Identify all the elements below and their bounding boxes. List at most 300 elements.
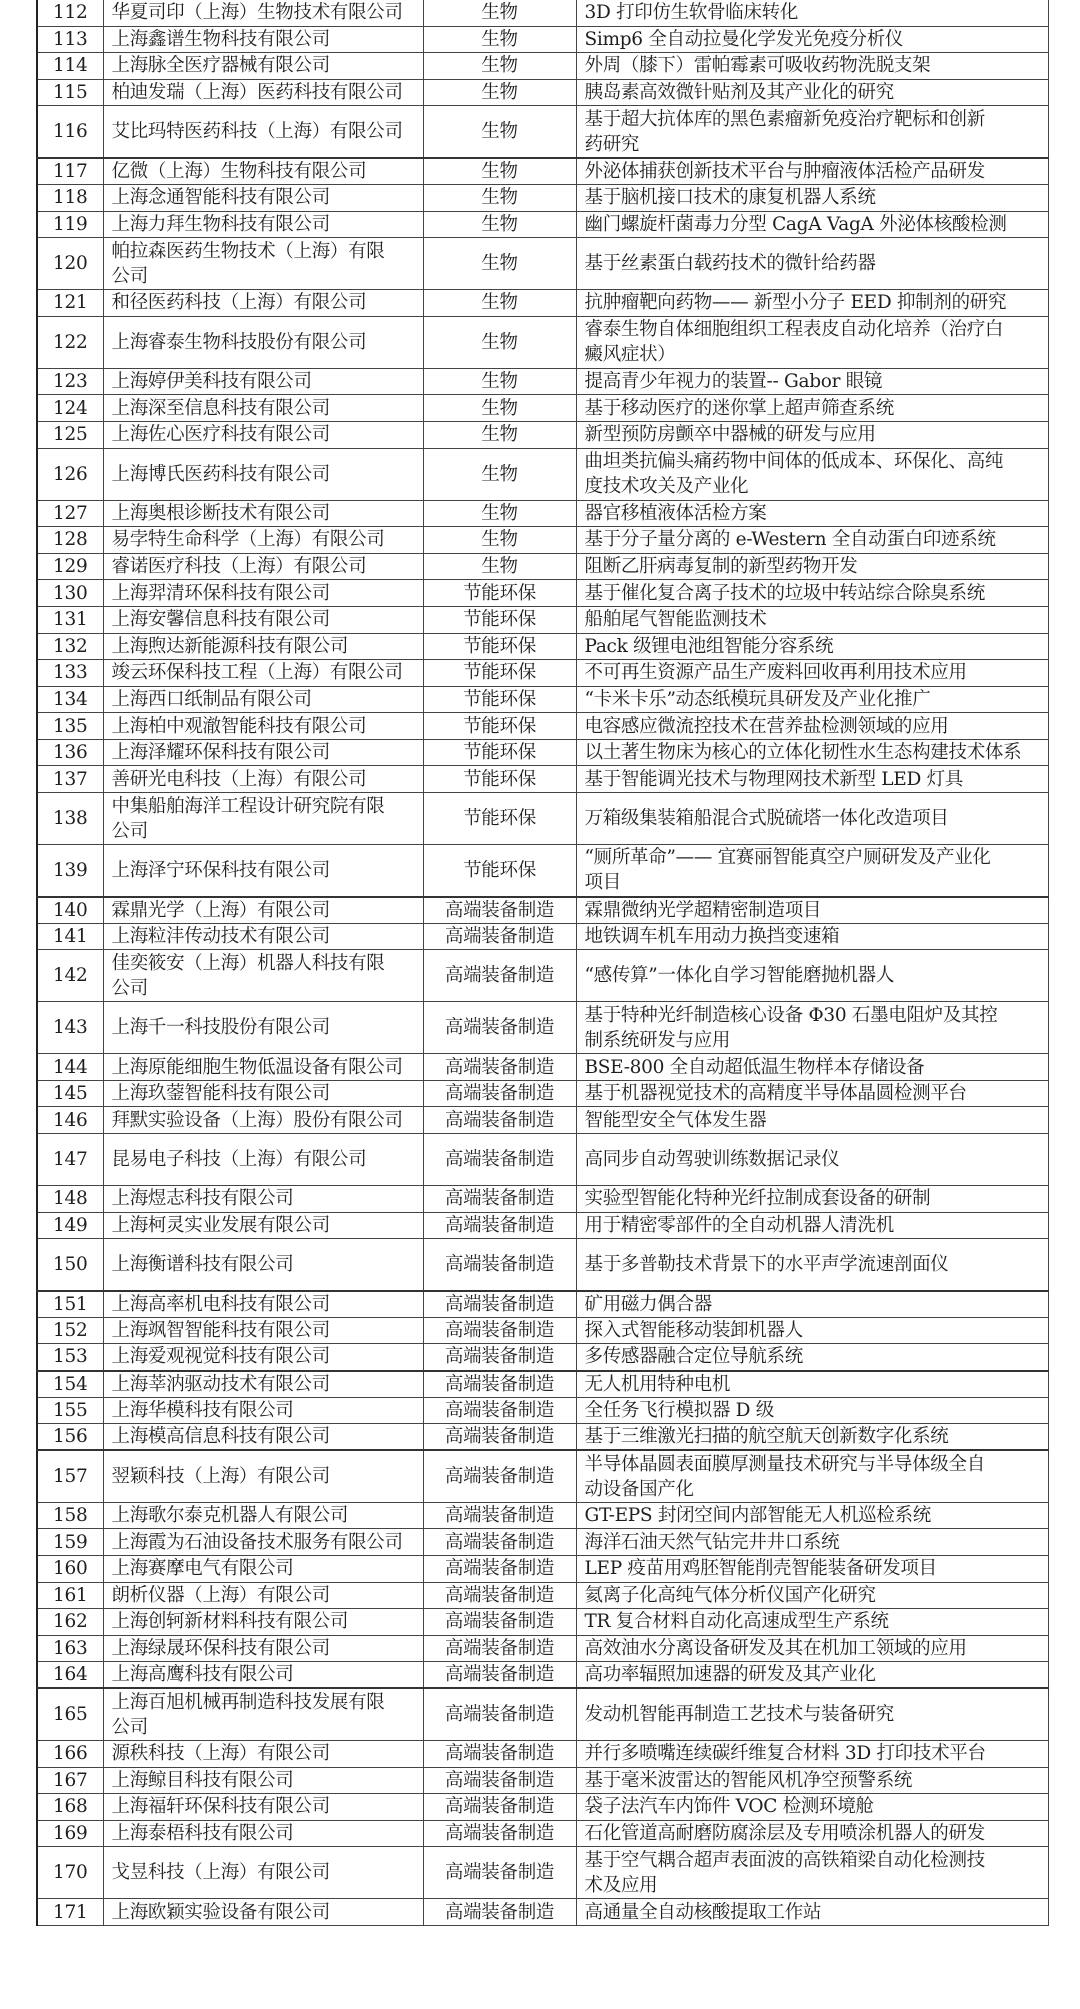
category-cell: 高端装备制造 xyxy=(423,1609,576,1636)
project-name-cell: 全任务飞行模拟器 D 级 xyxy=(576,1397,1048,1424)
project-name-cell: 睿泰生物自体细胞组织工程表皮自动化培养（治疗白 癜风症状） xyxy=(576,316,1048,368)
project-name-cell: BSE-800 全自动超低温生物样本存储设备 xyxy=(576,1054,1048,1081)
company-name-cell: 上海华模科技有限公司 xyxy=(103,1397,423,1424)
table-row xyxy=(37,845,1048,897)
project-name-cell: 高功率辐照加速器的研发及其产业化 xyxy=(576,1662,1048,1689)
company-name-cell: 上海高率机电科技有限公司 xyxy=(103,1291,423,1318)
category-cell: 生物 xyxy=(423,0,576,26)
project-name-cell: Simp6 全自动拉曼化学发光免疫分析仪 xyxy=(576,26,1048,53)
table-row xyxy=(37,1820,1048,1847)
row-number-cell: 120 xyxy=(37,238,103,290)
company-name-cell: 上海飒智智能科技有限公司 xyxy=(103,1317,423,1344)
row-number-cell: 121 xyxy=(37,290,103,317)
project-name-cell: 3D 打印仿生软骨临床转化 xyxy=(576,0,1048,26)
category-cell: 生物 xyxy=(423,290,576,317)
project-name-cell: 外泌体捕获创新技术平台与肿瘤液体活检产品研发 xyxy=(576,158,1048,185)
category-cell: 生物 xyxy=(423,211,576,238)
row-number-cell: 112 xyxy=(37,0,103,26)
company-name-cell: 上海玖蓥智能科技有限公司 xyxy=(103,1080,423,1107)
project-name-cell: 探入式智能移动装卸机器人 xyxy=(576,1317,1048,1344)
table-row xyxy=(37,421,1048,448)
table-row xyxy=(37,79,1048,106)
row-number-cell: 139 xyxy=(37,845,103,897)
project-name-cell: 外周（膝下）雷帕霉素可吸收药物洗脱支架 xyxy=(576,53,1048,80)
company-name-cell: 上海羿清环保科技有限公司 xyxy=(103,580,423,607)
table-row xyxy=(37,448,1048,500)
row-number-cell: 129 xyxy=(37,553,103,580)
row-number-cell: 153 xyxy=(37,1344,103,1371)
company-name-cell: 源秩科技（上海）有限公司 xyxy=(103,1740,423,1767)
table-row xyxy=(37,238,1048,290)
category-cell: 节能环保 xyxy=(423,606,576,633)
project-name-cell: 基于丝素蛋白载药技术的微针给药器 xyxy=(576,238,1048,290)
company-name-cell: 上海欧颖实验设备有限公司 xyxy=(103,1899,423,1926)
project-name-cell: 万箱级集装箱船混合式脱硫塔一体化改造项目 xyxy=(576,793,1048,845)
category-cell: 节能环保 xyxy=(423,766,576,793)
category-cell: 高端装备制造 xyxy=(423,1054,576,1081)
table-row xyxy=(37,368,1048,395)
category-cell: 高端装备制造 xyxy=(423,1397,576,1424)
project-name-cell: 基于智能调光技术与物理网技术新型 LED 灯具 xyxy=(576,766,1048,793)
category-cell: 高端装备制造 xyxy=(423,1582,576,1609)
row-number-cell: 148 xyxy=(37,1186,103,1213)
category-cell: 生物 xyxy=(423,527,576,554)
project-name-cell: 曲坦类抗偏头痛药物中间体的低成本、环保化、高纯 度技术攻关及产业化 xyxy=(576,448,1048,500)
category-cell: 生物 xyxy=(423,184,576,211)
table-row xyxy=(37,713,1048,740)
row-number-cell: 144 xyxy=(37,1054,103,1081)
category-cell: 生物 xyxy=(423,53,576,80)
project-name-cell: “感传算”一体化自学习智能磨抛机器人 xyxy=(576,950,1048,1002)
table-row xyxy=(37,1688,1048,1740)
table-row xyxy=(37,553,1048,580)
company-name-cell: 昆易电子科技（上海）有限公司 xyxy=(103,1134,423,1186)
row-number-cell: 167 xyxy=(37,1767,103,1794)
company-name-cell: 上海柏中观澈智能科技有限公司 xyxy=(103,713,423,740)
project-name-cell: 多传感器融合定位导航系统 xyxy=(576,1344,1048,1371)
project-name-cell: 海洋石油天然气钻完井井口系统 xyxy=(576,1529,1048,1556)
table-row xyxy=(37,26,1048,53)
table-row xyxy=(37,633,1048,660)
project-name-cell: 并行多喷嘴连续碳纤维复合材料 3D 打印技术平台 xyxy=(576,1740,1048,1767)
table-row xyxy=(37,923,1048,950)
table-row xyxy=(37,1344,1048,1371)
table-row xyxy=(37,1662,1048,1689)
company-name-cell: 上海力拜生物科技有限公司 xyxy=(103,211,423,238)
company-name-cell: 上海绿晟环保科技有限公司 xyxy=(103,1635,423,1662)
company-name-cell: 上海原能细胞生物低温设备有限公司 xyxy=(103,1054,423,1081)
company-name-cell: 上海念通智能科技有限公司 xyxy=(103,184,423,211)
category-cell: 节能环保 xyxy=(423,793,576,845)
company-name-cell: 上海睿泰生物科技股份有限公司 xyxy=(103,316,423,368)
company-name-cell: 上海柯灵实业发展有限公司 xyxy=(103,1212,423,1239)
table-row xyxy=(37,1847,1048,1899)
company-name-cell: 上海创轲新材料科技有限公司 xyxy=(103,1609,423,1636)
company-name-cell: 上海博氏医药科技有限公司 xyxy=(103,448,423,500)
category-cell: 生物 xyxy=(423,500,576,527)
table-row xyxy=(37,211,1048,238)
table-row xyxy=(37,53,1048,80)
row-number-cell: 123 xyxy=(37,368,103,395)
project-name-cell: 电容感应微流控技术在营养盐检测领域的应用 xyxy=(576,713,1048,740)
table-row xyxy=(37,1740,1048,1767)
category-cell: 高端装备制造 xyxy=(423,1740,576,1767)
category-cell: 高端装备制造 xyxy=(423,950,576,1002)
category-cell: 高端装备制造 xyxy=(423,1688,576,1740)
company-name-cell: 上海莘汭驱动技术有限公司 xyxy=(103,1371,423,1398)
row-number-cell: 155 xyxy=(37,1397,103,1424)
category-cell: 高端装备制造 xyxy=(423,1635,576,1662)
table-row xyxy=(37,1529,1048,1556)
project-name-cell: GT-EPS 封闭空间内部智能无人机巡检系统 xyxy=(576,1502,1048,1529)
table-row xyxy=(37,1371,1048,1398)
category-cell: 生物 xyxy=(423,421,576,448)
table-row xyxy=(37,793,1048,845)
row-number-cell: 160 xyxy=(37,1555,103,1582)
table-row xyxy=(37,527,1048,554)
project-name-cell: 高效油水分离设备研发及其在机加工领域的应用 xyxy=(576,1635,1048,1662)
row-number-cell: 169 xyxy=(37,1820,103,1847)
row-number-cell: 137 xyxy=(37,766,103,793)
company-name-cell: 柏迪发瑞（上海）医药科技有限公司 xyxy=(103,79,423,106)
company-name-cell: 上海模高信息科技有限公司 xyxy=(103,1424,423,1451)
table-body xyxy=(37,0,1048,1925)
project-name-cell: “卡米卡乐”动态纸模玩具研发及产业化推广 xyxy=(576,686,1048,713)
category-cell: 高端装备制造 xyxy=(423,1847,576,1899)
row-number-cell: 134 xyxy=(37,686,103,713)
category-cell: 高端装备制造 xyxy=(423,1529,576,1556)
project-name-cell: 基于脑机接口技术的康复机器人系统 xyxy=(576,184,1048,211)
category-cell: 高端装备制造 xyxy=(423,1186,576,1213)
project-name-cell: 以土著生物床为核心的立体化韧性水生态构建技术体系 xyxy=(576,739,1048,766)
company-name-cell: 上海奥根诊断技术有限公司 xyxy=(103,500,423,527)
company-name-cell: 上海泰梧科技有限公司 xyxy=(103,1820,423,1847)
category-cell: 生物 xyxy=(423,368,576,395)
company-name-cell: 上海西口纸制品有限公司 xyxy=(103,686,423,713)
table-row xyxy=(37,660,1048,687)
company-name-cell: 上海赛摩电气有限公司 xyxy=(103,1555,423,1582)
row-number-cell: 145 xyxy=(37,1080,103,1107)
company-name-cell: 中集船舶海洋工程设计研究院有限 公司 xyxy=(103,793,423,845)
row-number-cell: 138 xyxy=(37,793,103,845)
row-number-cell: 152 xyxy=(37,1317,103,1344)
row-number-cell: 146 xyxy=(37,1107,103,1134)
project-name-cell: 不可再生资源产品生产废料回收再利用技术应用 xyxy=(576,660,1048,687)
table-row xyxy=(37,1186,1048,1213)
row-number-cell: 113 xyxy=(37,26,103,53)
project-name-cell: 用于精密零部件的全自动机器人清洗机 xyxy=(576,1212,1048,1239)
row-number-cell: 124 xyxy=(37,395,103,422)
company-name-cell: 上海鲸目科技有限公司 xyxy=(103,1767,423,1794)
table-row xyxy=(37,739,1048,766)
table-row xyxy=(37,1317,1048,1344)
category-cell: 高端装备制造 xyxy=(423,897,576,924)
table-row xyxy=(37,500,1048,527)
category-cell: 节能环保 xyxy=(423,580,576,607)
company-name-cell: 上海安馨信息科技有限公司 xyxy=(103,606,423,633)
project-name-cell: 无人机用特种电机 xyxy=(576,1371,1048,1398)
row-number-cell: 154 xyxy=(37,1371,103,1398)
row-number-cell: 125 xyxy=(37,421,103,448)
project-list-table xyxy=(36,0,1049,1926)
project-name-cell: 器官移植液体活检方案 xyxy=(576,500,1048,527)
table-row xyxy=(37,158,1048,185)
category-cell: 节能环保 xyxy=(423,713,576,740)
row-number-cell: 118 xyxy=(37,184,103,211)
project-name-cell: Pack 级锂电池组智能分容系统 xyxy=(576,633,1048,660)
project-name-cell: 基于特种光纤制造核心设备 Φ30 石墨电阻炉及其控 制系统研发与应用 xyxy=(576,1002,1048,1054)
table-row xyxy=(37,686,1048,713)
row-number-cell: 158 xyxy=(37,1502,103,1529)
table-row xyxy=(37,1239,1048,1291)
table-row xyxy=(37,1134,1048,1186)
category-cell: 高端装备制造 xyxy=(423,1291,576,1318)
category-cell: 生物 xyxy=(423,26,576,53)
row-number-cell: 151 xyxy=(37,1291,103,1318)
project-name-cell: 提高青少年视力的装置-- Gabor 眼镜 xyxy=(576,368,1048,395)
company-name-cell: 善研光电科技（上海）有限公司 xyxy=(103,766,423,793)
company-name-cell: 上海粒沣传动技术有限公司 xyxy=(103,923,423,950)
project-name-cell: 阻断乙肝病毒复制的新型药物开发 xyxy=(576,553,1048,580)
project-name-cell: 新型预防房颤卒中器械的研发与应用 xyxy=(576,421,1048,448)
category-cell: 高端装备制造 xyxy=(423,1794,576,1821)
project-name-cell: 高同步自动驾驶训练数据记录仪 xyxy=(576,1134,1048,1186)
category-cell: 节能环保 xyxy=(423,633,576,660)
row-number-cell: 159 xyxy=(37,1529,103,1556)
category-cell: 生物 xyxy=(423,79,576,106)
table-row xyxy=(37,0,1048,26)
company-name-cell: 上海歌尔泰克机器人有限公司 xyxy=(103,1502,423,1529)
table-row xyxy=(37,1635,1048,1662)
table-row xyxy=(37,1054,1048,1081)
company-name-cell: 上海衡谱科技有限公司 xyxy=(103,1239,423,1291)
company-name-cell: 拜默实验设备（上海）股份有限公司 xyxy=(103,1107,423,1134)
table-row xyxy=(37,1450,1048,1502)
project-name-cell: 基于多普勒技术背景下的水平声学流速剖面仪 xyxy=(576,1239,1048,1291)
row-number-cell: 133 xyxy=(37,660,103,687)
company-name-cell: 上海脉全医疗器械有限公司 xyxy=(103,53,423,80)
company-name-cell: 佳奕筱安（上海）机器人科技有限 公司 xyxy=(103,950,423,1002)
company-name-cell: 上海煦达新能源科技有限公司 xyxy=(103,633,423,660)
category-cell: 生物 xyxy=(423,238,576,290)
project-name-cell: 船舶尾气智能监测技术 xyxy=(576,606,1048,633)
row-number-cell: 117 xyxy=(37,158,103,185)
project-name-cell: 高通量全自动核酸提取工作站 xyxy=(576,1899,1048,1926)
company-name-cell: 朗析仪器（上海）有限公司 xyxy=(103,1582,423,1609)
row-number-cell: 114 xyxy=(37,53,103,80)
project-name-cell: TR 复合材料自动化高速成型生产系统 xyxy=(576,1609,1048,1636)
project-name-cell: 实验型智能化特种光纤拉制成套设备的研制 xyxy=(576,1186,1048,1213)
row-number-cell: 166 xyxy=(37,1740,103,1767)
company-name-cell: 艾比玛特医药科技（上海）有限公司 xyxy=(103,106,423,158)
category-cell: 生物 xyxy=(423,395,576,422)
company-name-cell: 睿诺医疗科技（上海）有限公司 xyxy=(103,553,423,580)
company-name-cell: 易孛特生命科学（上海）有限公司 xyxy=(103,527,423,554)
category-cell: 高端装备制造 xyxy=(423,1317,576,1344)
row-number-cell: 156 xyxy=(37,1424,103,1451)
project-name-cell: LEP 疫苗用鸡胚智能削壳智能装备研发项目 xyxy=(576,1555,1048,1582)
company-name-cell: 上海霞为石油设备技术服务有限公司 xyxy=(103,1529,423,1556)
category-cell: 高端装备制造 xyxy=(423,1212,576,1239)
company-name-cell: 上海煜志科技有限公司 xyxy=(103,1186,423,1213)
table-row xyxy=(37,1291,1048,1318)
category-cell: 高端装备制造 xyxy=(423,1239,576,1291)
category-cell: 高端装备制造 xyxy=(423,1344,576,1371)
table-row xyxy=(37,766,1048,793)
company-name-cell: 上海婷伊美科技有限公司 xyxy=(103,368,423,395)
category-cell: 高端装备制造 xyxy=(423,1002,576,1054)
table-row xyxy=(37,897,1048,924)
project-name-cell: 霖鼎微纳光学超精密制造项目 xyxy=(576,897,1048,924)
company-name-cell: 上海千一科技股份有限公司 xyxy=(103,1002,423,1054)
row-number-cell: 149 xyxy=(37,1212,103,1239)
project-name-cell: 抗肿瘤靶向药物—— 新型小分子 EED 抑制剂的研究 xyxy=(576,290,1048,317)
project-name-cell: 发动机智能再制造工艺技术与装备研究 xyxy=(576,1688,1048,1740)
row-number-cell: 161 xyxy=(37,1582,103,1609)
company-name-cell: 华夏司印（上海）生物技术有限公司 xyxy=(103,0,423,26)
category-cell: 生物 xyxy=(423,553,576,580)
row-number-cell: 141 xyxy=(37,923,103,950)
table-row xyxy=(37,316,1048,368)
row-number-cell: 171 xyxy=(37,1899,103,1926)
category-cell: 节能环保 xyxy=(423,660,576,687)
company-name-cell: 竣云环保科技工程（上海）有限公司 xyxy=(103,660,423,687)
row-number-cell: 168 xyxy=(37,1794,103,1821)
category-cell: 生物 xyxy=(423,448,576,500)
table-row xyxy=(37,1002,1048,1054)
company-name-cell: 帕拉森医药生物技术（上海）有限 公司 xyxy=(103,238,423,290)
company-name-cell: 上海爱观视觉科技有限公司 xyxy=(103,1344,423,1371)
table-row xyxy=(37,290,1048,317)
row-number-cell: 165 xyxy=(37,1688,103,1740)
row-number-cell: 135 xyxy=(37,713,103,740)
category-cell: 高端装备制造 xyxy=(423,1371,576,1398)
row-number-cell: 130 xyxy=(37,580,103,607)
row-number-cell: 122 xyxy=(37,316,103,368)
table-row xyxy=(37,1794,1048,1821)
category-cell: 高端装备制造 xyxy=(423,1502,576,1529)
company-name-cell: 上海百旭机械再制造科技发展有限 公司 xyxy=(103,1688,423,1740)
table-row xyxy=(37,1899,1048,1926)
row-number-cell: 140 xyxy=(37,897,103,924)
category-cell: 节能环保 xyxy=(423,845,576,897)
project-name-cell: 幽门螺旋杆菌毒力分型 CagA VagA 外泌体核酸检测 xyxy=(576,211,1048,238)
row-number-cell: 119 xyxy=(37,211,103,238)
row-number-cell: 136 xyxy=(37,739,103,766)
company-name-cell: 上海泽耀环保科技有限公司 xyxy=(103,739,423,766)
project-name-cell: 基于三维激光扫描的航空航天创新数字化系统 xyxy=(576,1424,1048,1451)
table-row xyxy=(37,1397,1048,1424)
row-number-cell: 143 xyxy=(37,1002,103,1054)
table-row xyxy=(37,606,1048,633)
row-number-cell: 162 xyxy=(37,1609,103,1636)
category-cell: 生物 xyxy=(423,106,576,158)
project-name-cell: “厕所革命”—— 宜赛丽智能真空户厕研发及产业化 项目 xyxy=(576,845,1048,897)
project-name-cell: 半导体晶圆表面膜厚测量技术研究与半导体级全自 动设备国产化 xyxy=(576,1450,1048,1502)
project-name-cell: 地铁调车机车用动力换挡变速箱 xyxy=(576,923,1048,950)
category-cell: 高端装备制造 xyxy=(423,1820,576,1847)
project-name-cell: 胰岛素高效微针贴剂及其产业化的研究 xyxy=(576,79,1048,106)
project-name-cell: 智能型安全气体发生器 xyxy=(576,1107,1048,1134)
table-row xyxy=(37,1582,1048,1609)
row-number-cell: 157 xyxy=(37,1450,103,1502)
category-cell: 生物 xyxy=(423,316,576,368)
category-cell: 节能环保 xyxy=(423,739,576,766)
row-number-cell: 131 xyxy=(37,606,103,633)
category-cell: 高端装备制造 xyxy=(423,1107,576,1134)
project-name-cell: 基于超大抗体库的黑色素瘤新免疫治疗靶标和创新 药研究 xyxy=(576,106,1048,158)
category-cell: 节能环保 xyxy=(423,686,576,713)
row-number-cell: 142 xyxy=(37,950,103,1002)
table-row xyxy=(37,1502,1048,1529)
row-number-cell: 163 xyxy=(37,1635,103,1662)
table-row xyxy=(37,395,1048,422)
company-name-cell: 上海福轩环保科技有限公司 xyxy=(103,1794,423,1821)
project-name-cell: 基于机器视觉技术的高精度半导体晶圆检测平台 xyxy=(576,1080,1048,1107)
row-number-cell: 128 xyxy=(37,527,103,554)
table-row xyxy=(37,1609,1048,1636)
category-cell: 高端装备制造 xyxy=(423,1767,576,1794)
project-name-cell: 基于空气耦合超声表面波的高铁箱梁自动化检测技 术及应用 xyxy=(576,1847,1048,1899)
table-row xyxy=(37,1080,1048,1107)
table-row xyxy=(37,1424,1048,1451)
company-name-cell: 亿微（上海）生物科技有限公司 xyxy=(103,158,423,185)
table-row xyxy=(37,1107,1048,1134)
category-cell: 高端装备制造 xyxy=(423,1134,576,1186)
category-cell: 高端装备制造 xyxy=(423,1080,576,1107)
company-name-cell: 翌颖科技（上海）有限公司 xyxy=(103,1450,423,1502)
project-name-cell: 矿用磁力偶合器 xyxy=(576,1291,1048,1318)
table-row xyxy=(37,1555,1048,1582)
row-number-cell: 147 xyxy=(37,1134,103,1186)
table-row xyxy=(37,1212,1048,1239)
company-name-cell: 上海深至信息科技有限公司 xyxy=(103,395,423,422)
table-row xyxy=(37,580,1048,607)
company-name-cell: 上海泽宁环保科技有限公司 xyxy=(103,845,423,897)
category-cell: 高端装备制造 xyxy=(423,1450,576,1502)
table-row xyxy=(37,184,1048,211)
row-number-cell: 150 xyxy=(37,1239,103,1291)
company-name-cell: 上海高鹰科技有限公司 xyxy=(103,1662,423,1689)
table-row xyxy=(37,950,1048,1002)
project-name-cell: 基于分子量分离的 e-Western 全自动蛋白印迹系统 xyxy=(576,527,1048,554)
row-number-cell: 170 xyxy=(37,1847,103,1899)
category-cell: 高端装备制造 xyxy=(423,1899,576,1926)
row-number-cell: 132 xyxy=(37,633,103,660)
project-name-cell: 袋子法汽车内饰件 VOC 检测环境舱 xyxy=(576,1794,1048,1821)
company-name-cell: 霖鼎光学（上海）有限公司 xyxy=(103,897,423,924)
project-name-cell: 基于催化复合离子技术的垃圾中转站综合除臭系统 xyxy=(576,580,1048,607)
row-number-cell: 126 xyxy=(37,448,103,500)
company-name-cell: 上海佐心医疗科技有限公司 xyxy=(103,421,423,448)
row-number-cell: 115 xyxy=(37,79,103,106)
category-cell: 高端装备制造 xyxy=(423,1555,576,1582)
row-number-cell: 164 xyxy=(37,1662,103,1689)
project-name-cell: 基于毫米波雷达的智能风机净空预警系统 xyxy=(576,1767,1048,1794)
project-name-cell: 石化管道高耐磨防腐涂层及专用喷涂机器人的研发 xyxy=(576,1820,1048,1847)
project-name-cell: 氦离子化高纯气体分析仪国产化研究 xyxy=(576,1582,1048,1609)
category-cell: 高端装备制造 xyxy=(423,1424,576,1451)
row-number-cell: 116 xyxy=(37,106,103,158)
category-cell: 生物 xyxy=(423,158,576,185)
company-name-cell: 戈昱科技（上海）有限公司 xyxy=(103,1847,423,1899)
company-name-cell: 上海鑫谱生物科技有限公司 xyxy=(103,26,423,53)
category-cell: 高端装备制造 xyxy=(423,923,576,950)
company-name-cell: 和径医药科技（上海）有限公司 xyxy=(103,290,423,317)
category-cell: 高端装备制造 xyxy=(423,1662,576,1689)
table-row xyxy=(37,1767,1048,1794)
project-name-cell: 基于移动医疗的迷你掌上超声筛查系统 xyxy=(576,395,1048,422)
